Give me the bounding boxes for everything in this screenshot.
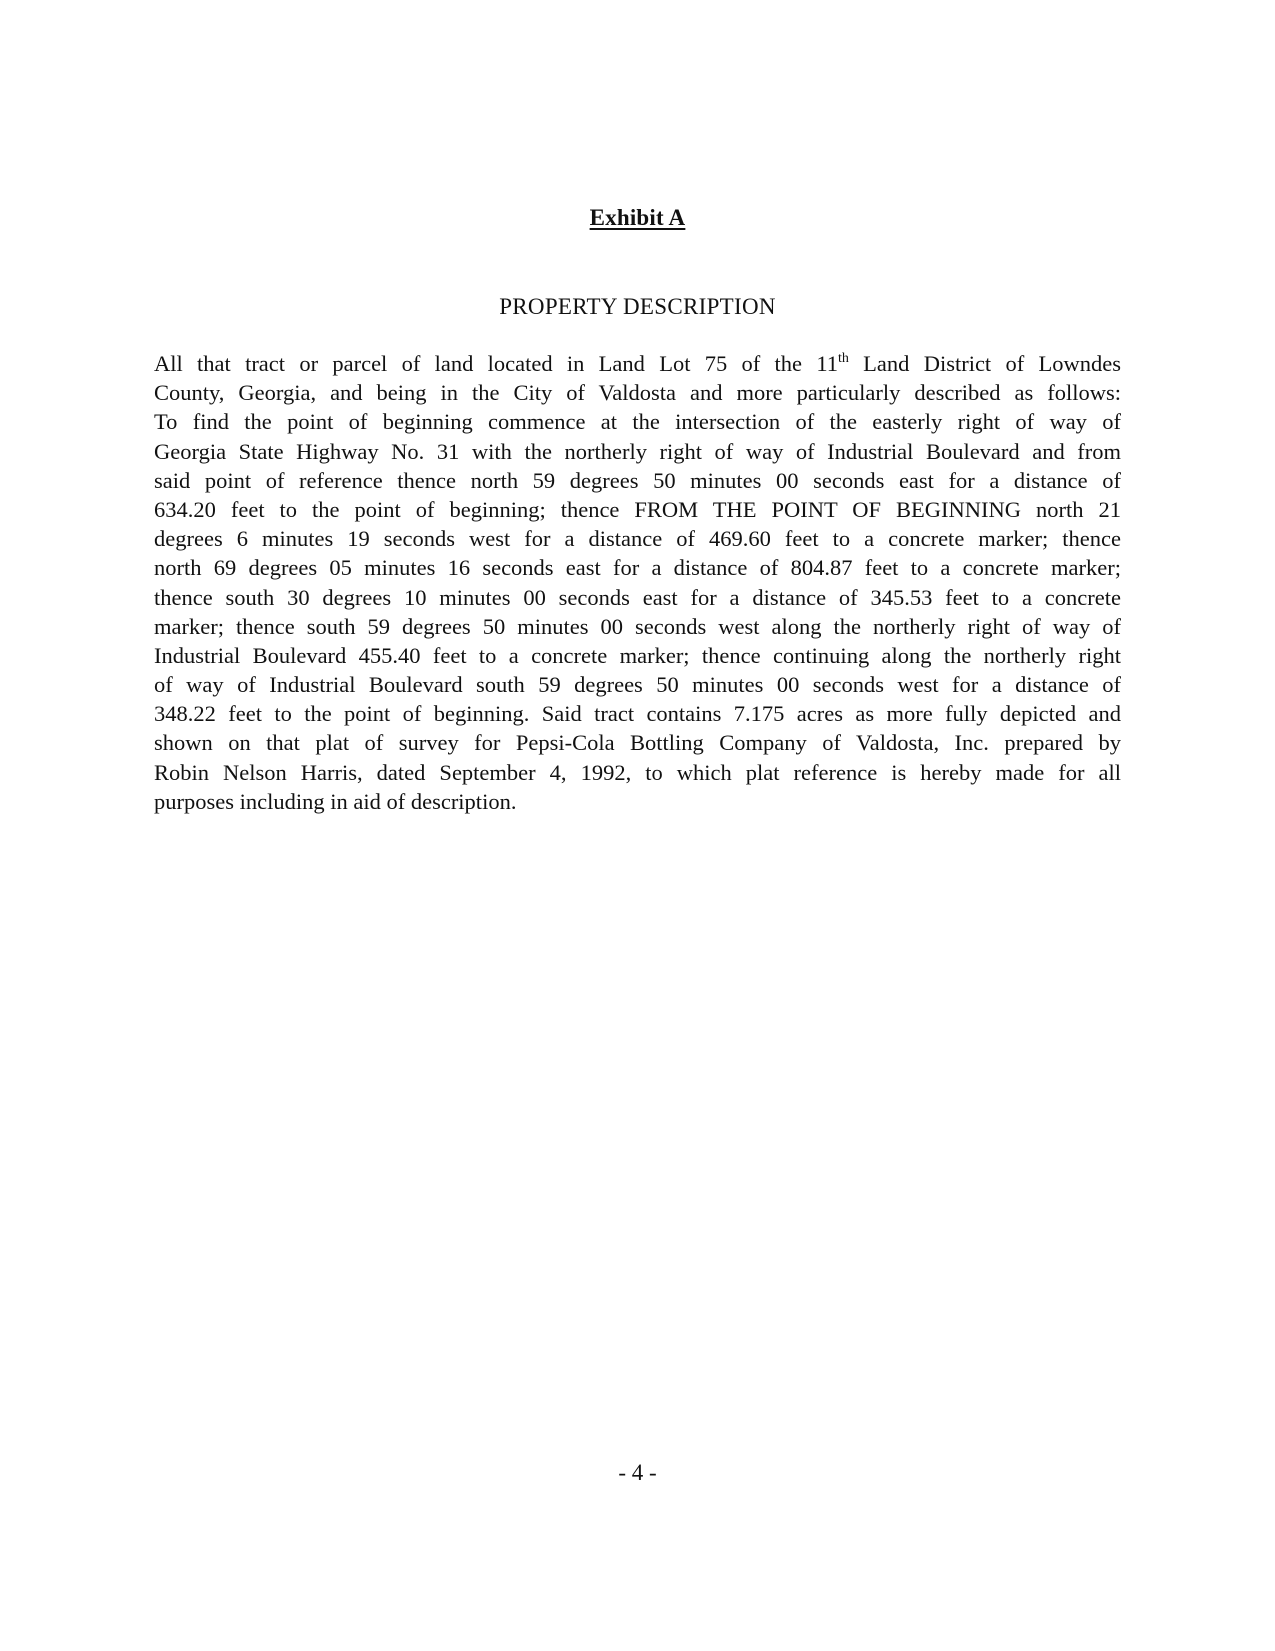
description-line-1-start: All that tract or parcel of land located in Land Lot 75 of the 11 (154, 351, 838, 376)
section-heading: PROPERTY DESCRIPTION (499, 294, 776, 319)
description-line-6: 634.20 feet to the point of beginning; thence FROM THE POINT OF BEGINNING north 21 (154, 496, 1121, 522)
ordinal-superscript: th (838, 351, 849, 366)
description-line-13: 348.22 feet to the point of beginning. Said tract contains 7.175 acres as more fully depicted and (154, 701, 1121, 727)
description-line-4: Georgia State Highway No. 31 with the northerly right of way of Industrial Boulevard and from (154, 438, 1121, 464)
description-line-5: said point of reference thence north 59 degrees 50 minutes 00 seconds east for a distance of (154, 467, 1121, 493)
description-line-9: thence south 30 degrees 10 minutes 00 seconds east for a distance of 345.53 feet to a concrete (154, 584, 1121, 610)
page-number: - 4 - (618, 1460, 657, 1485)
description-line-8: north 69 degrees 05 minutes 16 seconds east for a distance of 804.87 feet to a concrete marker; (154, 555, 1121, 581)
description-line-15: Robin Nelson Harris, dated September 4, 1992, to which plat reference is hereby made for all (154, 759, 1121, 785)
description-line-3: To find the point of beginning commence at the intersection of the easterly right of way of (154, 409, 1121, 435)
description-line-10: marker; thence south 59 degrees 50 minutes 00 seconds west along the northerly right of way of (154, 613, 1121, 639)
description-line-12: of way of Industrial Boulevard south 59 degrees 50 minutes 00 seconds west for a distance of (154, 672, 1121, 698)
description-line-7: degrees 6 minutes 19 seconds west for a distance of 469.60 feet to a concrete marker; thence (154, 526, 1121, 552)
exhibit-title: Exhibit A (589, 205, 686, 230)
description-line-1-end: Land District of Lowndes (848, 351, 1121, 376)
description-line-11: Industrial Boulevard 455.40 feet to a concrete marker; thence continuing along the northerly right (154, 642, 1121, 668)
description-line-14: shown on that plat of survey for Pepsi-Cola Bottling Company of Valdosta, Inc. prepared by (154, 730, 1121, 756)
description-line-16: purposes including in aid of description. (154, 788, 517, 814)
description-line-2: County, Georgia, and being in the City of Valdosta and more particularly described as follows: (154, 380, 1121, 406)
property-description (154, 349, 1121, 816)
description-line-1 (154, 349, 1121, 378)
